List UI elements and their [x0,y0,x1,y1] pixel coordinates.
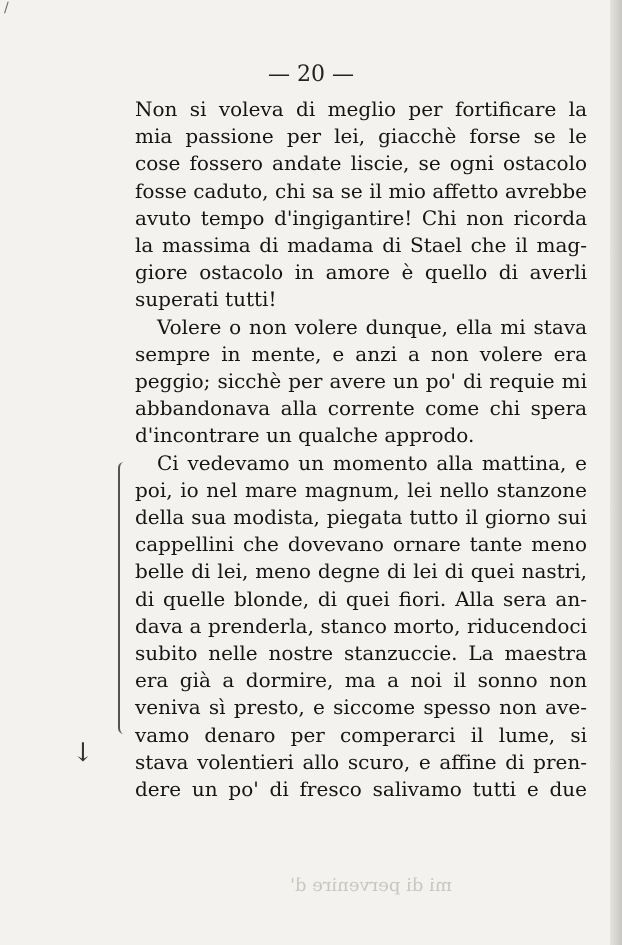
text-line: peggio; sicchè per avere un po' di requie mi [135,369,587,394]
text-line: Ci vedevamo un momento alla mattina, e [157,450,587,475]
page-edge [610,0,622,945]
text-line: sempre in mente, e anzi a non volere era [135,341,587,366]
text-line: di quelle blonde, di quei fiori. Alla sera an- [135,586,587,611]
text-line: abbandonava alla corrente come chi spera [135,396,587,421]
body-text [135,96,587,803]
text-line: dere un po' di fresco salivamo tutti e due [135,777,587,802]
corner-mark: ∕ [4,0,9,16]
text-line: giore ostacolo in amore è quello di averli [135,260,587,285]
text-line: vamo denaro per comperarci il lume, si [135,722,587,747]
text-line: della sua modista, piegata tutto il giorno sui [135,505,587,530]
text-line: mia passione per lei, giacchè forse se le [135,124,587,149]
bleed-through-text: mi di pervenire d' [290,875,452,896]
text-line: belle di lei, meno degne di lei di quei nastri, [135,559,587,584]
text-line: la massima di madama di Stael che il mag- [135,233,587,258]
text-line: Non si voleva di meglio per fortificare la [135,97,587,121]
text-line: cappellini che dovevano ornare tante meno [135,532,587,557]
text-line: subito nelle nostre stanzuccie. La maestra [135,641,587,666]
text-line: avuto tempo d'ingigantire! Chi non ricorda [135,205,587,230]
text-line: dava a prenderla, stanco morto, riducendoci [135,613,587,638]
page-number: — 20 — [268,62,354,87]
pencil-margin-bracket [118,462,130,734]
text-line: poi, io nel mare magnum, lei nello stanzone [135,477,587,502]
text-line: superati tutti! [135,287,277,312]
text-line: Volere o non volere dunque, ella mi stava [157,314,587,339]
margin-arrow-mark: ↓ [72,738,94,768]
text-line: stava volentieri allo scuro, e affine di pren- [135,749,587,774]
text-line: era già a dormire, ma a noi il sonno non [135,668,587,693]
text-line: veniva sì presto, e siccome spesso non ave- [135,695,587,720]
text-line: fosse caduto, chi sa se il mio affetto avrebbe [135,178,587,203]
text-line: cose fossero andate liscie, se ogni ostacolo [135,151,587,176]
text-line: d'incontrare un qualche approdo. [135,423,475,448]
